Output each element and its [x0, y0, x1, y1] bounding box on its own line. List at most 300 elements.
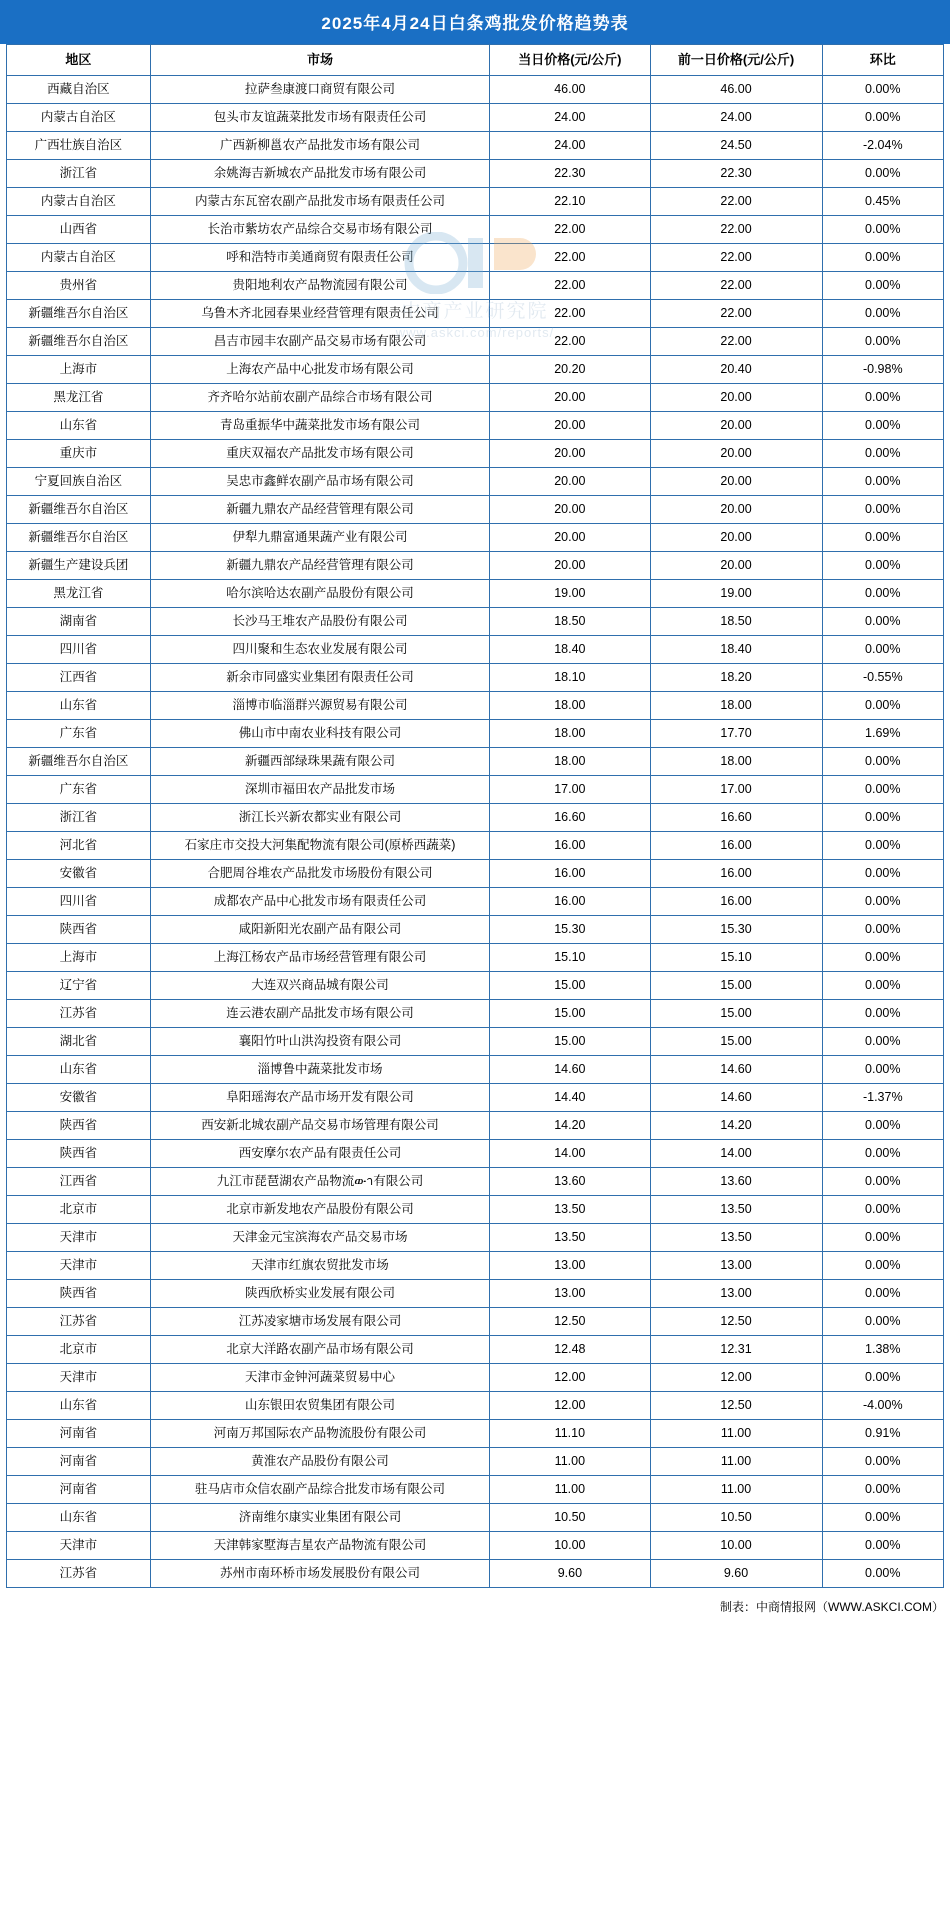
cell-market: 贵阳地利农产品物流园有限公司 — [150, 272, 489, 300]
cell-market: 西安新北城农副产品交易市场管理有限公司 — [150, 1112, 489, 1140]
table-row — [7, 1252, 944, 1280]
cell-prev-price: 11.00 — [650, 1476, 822, 1504]
cell-prev-price: 18.00 — [650, 692, 822, 720]
table-row — [7, 916, 944, 944]
page-title: 2025年4月24日白条鸡批发价格趋势表 — [0, 0, 950, 44]
table-row — [7, 76, 944, 104]
cell-today-price: 46.00 — [490, 76, 650, 104]
cell-change: 0.00% — [822, 384, 943, 412]
cell-region: 新疆维吾尔自治区 — [7, 524, 151, 552]
cell-market: 哈尔滨哈达农副产品股份有限公司 — [150, 580, 489, 608]
cell-prev-price: 18.00 — [650, 748, 822, 776]
cell-today-price: 22.00 — [490, 216, 650, 244]
cell-prev-price: 12.00 — [650, 1364, 822, 1392]
cell-prev-price: 18.20 — [650, 664, 822, 692]
cell-change: 0.00% — [822, 692, 943, 720]
cell-change: 0.00% — [822, 440, 943, 468]
cell-today-price: 12.50 — [490, 1308, 650, 1336]
cell-prev-price: 14.60 — [650, 1084, 822, 1112]
cell-region: 山西省 — [7, 216, 151, 244]
cell-prev-price: 12.50 — [650, 1308, 822, 1336]
cell-change: -0.55% — [822, 664, 943, 692]
cell-region: 浙江省 — [7, 804, 151, 832]
table-row — [7, 1168, 944, 1196]
cell-market: 河南万邦国际农产品物流股份有限公司 — [150, 1420, 489, 1448]
cell-region: 上海市 — [7, 944, 151, 972]
cell-market: 佛山市中南农业科技有限公司 — [150, 720, 489, 748]
table-row — [7, 1000, 944, 1028]
cell-market: 四川聚和生态农业发展有限公司 — [150, 636, 489, 664]
cell-market: 长治市紫坊农产品综合交易市场有限公司 — [150, 216, 489, 244]
table-row — [7, 244, 944, 272]
cell-market: 内蒙古东瓦窑农副产品批发市场有限责任公司 — [150, 188, 489, 216]
cell-prev-price: 17.70 — [650, 720, 822, 748]
cell-today-price: 20.00 — [490, 552, 650, 580]
cell-today-price: 22.00 — [490, 272, 650, 300]
cell-change: 0.00% — [822, 1252, 943, 1280]
cell-market: 吴忠市鑫鲜农副产品市场有限公司 — [150, 468, 489, 496]
cell-prev-price: 20.40 — [650, 356, 822, 384]
cell-change: 0.00% — [822, 328, 943, 356]
cell-change: 0.00% — [822, 1364, 943, 1392]
cell-today-price: 13.50 — [490, 1196, 650, 1224]
table-row — [7, 776, 944, 804]
cell-today-price: 14.20 — [490, 1112, 650, 1140]
cell-today-price: 20.00 — [490, 468, 650, 496]
table-row — [7, 1420, 944, 1448]
cell-region: 北京市 — [7, 1336, 151, 1364]
cell-prev-price: 15.30 — [650, 916, 822, 944]
table-row — [7, 552, 944, 580]
cell-market: 新余市同盛实业集团有限责任公司 — [150, 664, 489, 692]
cell-today-price: 11.00 — [490, 1476, 650, 1504]
table-row — [7, 496, 944, 524]
table-row — [7, 1112, 944, 1140]
cell-market: 济南维尔康实业集团有限公司 — [150, 1504, 489, 1532]
table-row — [7, 944, 944, 972]
cell-market: 西安摩尔农产品有限责任公司 — [150, 1140, 489, 1168]
cell-prev-price: 22.00 — [650, 244, 822, 272]
cell-region: 四川省 — [7, 636, 151, 664]
cell-region: 宁夏回族自治区 — [7, 468, 151, 496]
cell-change: 0.00% — [822, 916, 943, 944]
cell-prev-price: 15.00 — [650, 1028, 822, 1056]
table-row — [7, 1196, 944, 1224]
cell-region: 河北省 — [7, 832, 151, 860]
cell-prev-price: 15.10 — [650, 944, 822, 972]
cell-change: 0.00% — [822, 1112, 943, 1140]
cell-prev-price: 20.00 — [650, 552, 822, 580]
cell-change: -1.37% — [822, 1084, 943, 1112]
price-table — [6, 44, 944, 1588]
cell-region: 山东省 — [7, 692, 151, 720]
cell-market: 陕西欣桥实业发展有限公司 — [150, 1280, 489, 1308]
cell-market: 山东银田农贸集团有限公司 — [150, 1392, 489, 1420]
cell-prev-price: 15.00 — [650, 972, 822, 1000]
cell-prev-price: 13.00 — [650, 1252, 822, 1280]
cell-today-price: 20.00 — [490, 496, 650, 524]
cell-prev-price: 11.00 — [650, 1420, 822, 1448]
cell-region: 河南省 — [7, 1448, 151, 1476]
cell-region: 河南省 — [7, 1476, 151, 1504]
cell-region: 西藏自治区 — [7, 76, 151, 104]
cell-region: 天津市 — [7, 1252, 151, 1280]
cell-today-price: 20.00 — [490, 524, 650, 552]
cell-change: -4.00% — [822, 1392, 943, 1420]
cell-region: 黑龙江省 — [7, 580, 151, 608]
cell-prev-price: 20.00 — [650, 412, 822, 440]
column-header-market: 市场 — [150, 45, 489, 76]
table-row — [7, 104, 944, 132]
cell-change: 0.00% — [822, 524, 943, 552]
cell-prev-price: 14.60 — [650, 1056, 822, 1084]
cell-market: 伊犁九鼎富通果蔬产业有限公司 — [150, 524, 489, 552]
cell-today-price: 11.00 — [490, 1448, 650, 1476]
cell-market: 拉萨叁康渡口商贸有限公司 — [150, 76, 489, 104]
cell-market: 天津金元宝滨海农产品交易市场 — [150, 1224, 489, 1252]
cell-today-price: 15.00 — [490, 1000, 650, 1028]
cell-today-price: 16.00 — [490, 832, 650, 860]
cell-region: 广东省 — [7, 720, 151, 748]
cell-today-price: 17.00 — [490, 776, 650, 804]
table-row — [7, 1336, 944, 1364]
cell-market: 新疆九鼎农产品经营管理有限公司 — [150, 552, 489, 580]
cell-today-price: 13.60 — [490, 1168, 650, 1196]
cell-today-price: 22.10 — [490, 188, 650, 216]
cell-market: 新疆九鼎农产品经营管理有限公司 — [150, 496, 489, 524]
cell-region: 天津市 — [7, 1224, 151, 1252]
cell-region: 陕西省 — [7, 1280, 151, 1308]
cell-region: 四川省 — [7, 888, 151, 916]
cell-region: 山东省 — [7, 1504, 151, 1532]
cell-market: 天津韩家墅海吉星农产品物流有限公司 — [150, 1532, 489, 1560]
cell-market: 淄博鲁中蔬菜批发市场 — [150, 1056, 489, 1084]
cell-prev-price: 20.00 — [650, 496, 822, 524]
cell-market: 深圳市福田农产品批发市场 — [150, 776, 489, 804]
table-row — [7, 1532, 944, 1560]
cell-prev-price: 22.00 — [650, 188, 822, 216]
watermark-line2: www.askci.com/reports/ — [395, 325, 555, 340]
cell-change: 0.00% — [822, 1476, 943, 1504]
cell-market: 乌鲁木齐北园春果业经营管理有限责任公司 — [150, 300, 489, 328]
table-row — [7, 1140, 944, 1168]
cell-region: 新疆维吾尔自治区 — [7, 328, 151, 356]
table-row — [7, 1448, 944, 1476]
cell-change: 0.00% — [822, 1000, 943, 1028]
table-header-row — [7, 45, 944, 76]
cell-today-price: 12.00 — [490, 1392, 650, 1420]
cell-prev-price: 18.50 — [650, 608, 822, 636]
cell-change: 0.00% — [822, 412, 943, 440]
cell-today-price: 18.50 — [490, 608, 650, 636]
cell-today-price: 18.00 — [490, 748, 650, 776]
cell-today-price: 15.10 — [490, 944, 650, 972]
cell-change: 0.91% — [822, 1420, 943, 1448]
cell-change: 0.00% — [822, 216, 943, 244]
table-row — [7, 1028, 944, 1056]
cell-market: 咸阳新阳光农副产品有限公司 — [150, 916, 489, 944]
table-row — [7, 132, 944, 160]
cell-region: 山东省 — [7, 1056, 151, 1084]
cell-region: 江苏省 — [7, 1000, 151, 1028]
cell-market: 包头市友谊蔬菜批发市场有限责任公司 — [150, 104, 489, 132]
cell-market: 苏州市南环桥市场发展股份有限公司 — [150, 1560, 489, 1588]
cell-change: 0.00% — [822, 1140, 943, 1168]
cell-change: 1.38% — [822, 1336, 943, 1364]
cell-today-price: 18.00 — [490, 720, 650, 748]
cell-region: 江西省 — [7, 1168, 151, 1196]
cell-change: 0.00% — [822, 1056, 943, 1084]
cell-market: 淄博市临淄群兴源贸易有限公司 — [150, 692, 489, 720]
cell-prev-price: 16.60 — [650, 804, 822, 832]
cell-today-price: 12.48 — [490, 1336, 650, 1364]
cell-region: 贵州省 — [7, 272, 151, 300]
cell-market: 江苏凌家塘市场发展有限公司 — [150, 1308, 489, 1336]
cell-change: 0.00% — [822, 860, 943, 888]
cell-market: 襄阳竹叶山洪沟投资有限公司 — [150, 1028, 489, 1056]
cell-today-price: 18.00 — [490, 692, 650, 720]
cell-market: 成都农产品中心批发市场有限责任公司 — [150, 888, 489, 916]
cell-region: 河南省 — [7, 1420, 151, 1448]
cell-prev-price: 18.40 — [650, 636, 822, 664]
cell-prev-price: 24.00 — [650, 104, 822, 132]
cell-market: 浙江长兴新农都实业有限公司 — [150, 804, 489, 832]
table-row — [7, 748, 944, 776]
table-row — [7, 692, 944, 720]
table-row — [7, 524, 944, 552]
cell-prev-price: 14.00 — [650, 1140, 822, 1168]
cell-today-price: 20.20 — [490, 356, 650, 384]
cell-today-price: 18.10 — [490, 664, 650, 692]
cell-region: 安徽省 — [7, 860, 151, 888]
cell-region: 陕西省 — [7, 916, 151, 944]
cell-prev-price: 10.00 — [650, 1532, 822, 1560]
cell-region: 天津市 — [7, 1532, 151, 1560]
cell-change: 0.00% — [822, 1532, 943, 1560]
cell-prev-price: 22.00 — [650, 272, 822, 300]
cell-prev-price: 13.50 — [650, 1224, 822, 1252]
cell-change: 0.00% — [822, 1560, 943, 1588]
table-row — [7, 608, 944, 636]
cell-change: 0.00% — [822, 1308, 943, 1336]
cell-market: 石家庄市交投大河集配物流有限公司(原桥西蔬菜) — [150, 832, 489, 860]
cell-market: 齐齐哈尔站前农副产品综合市场有限公司 — [150, 384, 489, 412]
cell-change: 0.00% — [822, 496, 943, 524]
cell-today-price: 24.00 — [490, 104, 650, 132]
column-header-today-price: 当日价格(元/公斤) — [490, 45, 650, 76]
cell-region: 湖南省 — [7, 608, 151, 636]
table-row — [7, 440, 944, 468]
table-row — [7, 972, 944, 1000]
cell-today-price: 14.60 — [490, 1056, 650, 1084]
cell-today-price: 18.40 — [490, 636, 650, 664]
cell-region: 新疆维吾尔自治区 — [7, 300, 151, 328]
cell-today-price: 13.00 — [490, 1280, 650, 1308]
cell-prev-price: 22.00 — [650, 328, 822, 356]
cell-change: 0.00% — [822, 888, 943, 916]
table-row — [7, 860, 944, 888]
cell-prev-price: 9.60 — [650, 1560, 822, 1588]
table-row — [7, 384, 944, 412]
table-row — [7, 272, 944, 300]
cell-prev-price: 20.00 — [650, 524, 822, 552]
cell-prev-price: 22.00 — [650, 300, 822, 328]
table-body — [7, 76, 944, 1588]
cell-prev-price: 19.00 — [650, 580, 822, 608]
cell-change: 0.00% — [822, 272, 943, 300]
cell-market: 驻马店市众信农副产品综合批发市场有限公司 — [150, 1476, 489, 1504]
cell-change: 0.00% — [822, 972, 943, 1000]
cell-today-price: 16.60 — [490, 804, 650, 832]
cell-market: 合肥周谷堆农产品批发市场股份有限公司 — [150, 860, 489, 888]
cell-change: 0.00% — [822, 1028, 943, 1056]
cell-market: 青岛重振华中蔬菜批发市场有限公司 — [150, 412, 489, 440]
table-row — [7, 188, 944, 216]
cell-today-price: 15.30 — [490, 916, 650, 944]
cell-change: 0.00% — [822, 1196, 943, 1224]
table-row — [7, 804, 944, 832]
cell-prev-price: 20.00 — [650, 440, 822, 468]
cell-region: 新疆维吾尔自治区 — [7, 748, 151, 776]
cell-change: 0.00% — [822, 1280, 943, 1308]
cell-today-price: 19.00 — [490, 580, 650, 608]
cell-market: 重庆双福农产品批发市场有限公司 — [150, 440, 489, 468]
cell-market: 大连双兴商品城有限公司 — [150, 972, 489, 1000]
cell-region: 江苏省 — [7, 1560, 151, 1588]
cell-prev-price: 16.00 — [650, 860, 822, 888]
cell-prev-price: 12.31 — [650, 1336, 822, 1364]
cell-region: 湖北省 — [7, 1028, 151, 1056]
cell-market: 北京市新发地农产品股份有限公司 — [150, 1196, 489, 1224]
table-row — [7, 1504, 944, 1532]
cell-region: 黑龙江省 — [7, 384, 151, 412]
cell-today-price: 22.30 — [490, 160, 650, 188]
cell-change: 0.00% — [822, 1224, 943, 1252]
column-header-region: 地区 — [7, 45, 151, 76]
table-row — [7, 1056, 944, 1084]
cell-region: 内蒙古自治区 — [7, 188, 151, 216]
cell-today-price: 10.00 — [490, 1532, 650, 1560]
cell-today-price: 9.60 — [490, 1560, 650, 1588]
cell-prev-price: 12.50 — [650, 1392, 822, 1420]
cell-today-price: 13.00 — [490, 1252, 650, 1280]
column-header-prev-price: 前一日价格(元/公斤) — [650, 45, 822, 76]
cell-change: 0.00% — [822, 104, 943, 132]
cell-region: 辽宁省 — [7, 972, 151, 1000]
cell-region: 山东省 — [7, 1392, 151, 1420]
table-row — [7, 1084, 944, 1112]
cell-market: 上海农产品中心批发市场有限公司 — [150, 356, 489, 384]
cell-market: 连云港农副产品批发市场有限公司 — [150, 1000, 489, 1028]
table-row — [7, 1224, 944, 1252]
table-row — [7, 1308, 944, 1336]
table-row — [7, 1280, 944, 1308]
table-row — [7, 328, 944, 356]
column-header-change: 环比 — [822, 45, 943, 76]
cell-change: -2.04% — [822, 132, 943, 160]
cell-market: 天津市金钟河蔬菜贸易中心 — [150, 1364, 489, 1392]
cell-change: 0.00% — [822, 776, 943, 804]
cell-change: 0.00% — [822, 300, 943, 328]
cell-region: 重庆市 — [7, 440, 151, 468]
cell-region: 上海市 — [7, 356, 151, 384]
cell-today-price: 22.00 — [490, 300, 650, 328]
table-row — [7, 832, 944, 860]
cell-today-price: 24.00 — [490, 132, 650, 160]
table-row — [7, 664, 944, 692]
cell-change: 0.00% — [822, 748, 943, 776]
cell-prev-price: 17.00 — [650, 776, 822, 804]
cell-prev-price: 14.20 — [650, 1112, 822, 1140]
cell-region: 山东省 — [7, 412, 151, 440]
cell-market: 呼和浩特市美通商贸有限责任公司 — [150, 244, 489, 272]
cell-today-price: 22.00 — [490, 244, 650, 272]
cell-today-price: 16.00 — [490, 860, 650, 888]
cell-prev-price: 20.00 — [650, 468, 822, 496]
cell-change: 0.00% — [822, 76, 943, 104]
cell-prev-price: 16.00 — [650, 888, 822, 916]
cell-region: 新疆维吾尔自治区 — [7, 496, 151, 524]
cell-change: 0.00% — [822, 636, 943, 664]
cell-today-price: 20.00 — [490, 384, 650, 412]
cell-change: 0.00% — [822, 1448, 943, 1476]
cell-today-price: 15.00 — [490, 972, 650, 1000]
cell-region: 内蒙古自治区 — [7, 104, 151, 132]
table-row — [7, 1476, 944, 1504]
cell-market: 新疆西部绿珠果蔬有限公司 — [150, 748, 489, 776]
cell-market: 广西新柳邕农产品批发市场有限公司 — [150, 132, 489, 160]
cell-region: 浙江省 — [7, 160, 151, 188]
table-row — [7, 412, 944, 440]
cell-prev-price: 11.00 — [650, 1448, 822, 1476]
table-row — [7, 720, 944, 748]
cell-region: 陕西省 — [7, 1140, 151, 1168]
cell-market: 阜阳瑶海农产品市场开发有限公司 — [150, 1084, 489, 1112]
cell-change: 0.00% — [822, 244, 943, 272]
cell-region: 江苏省 — [7, 1308, 151, 1336]
cell-change: 0.00% — [822, 944, 943, 972]
footer-credit: 制表：中商情报网（WWW.ASKCI.COM） — [720, 1600, 944, 1614]
table-row — [7, 300, 944, 328]
cell-market: 黄淮农产品股份有限公司 — [150, 1448, 489, 1476]
cell-today-price: 14.40 — [490, 1084, 650, 1112]
table-row — [7, 216, 944, 244]
cell-market: 昌吉市园丰农副产品交易市场有限公司 — [150, 328, 489, 356]
cell-change: 0.00% — [822, 1168, 943, 1196]
cell-change: 0.45% — [822, 188, 943, 216]
cell-change: 0.00% — [822, 608, 943, 636]
cell-prev-price: 20.00 — [650, 384, 822, 412]
table-row — [7, 468, 944, 496]
cell-change: 0.00% — [822, 580, 943, 608]
cell-today-price: 13.50 — [490, 1224, 650, 1252]
cell-change: 0.00% — [822, 552, 943, 580]
cell-today-price: 22.00 — [490, 328, 650, 356]
cell-prev-price: 46.00 — [650, 76, 822, 104]
cell-prev-price: 13.60 — [650, 1168, 822, 1196]
cell-market: 长沙马王堆农产品股份有限公司 — [150, 608, 489, 636]
cell-today-price: 16.00 — [490, 888, 650, 916]
cell-market: 九江市琵琶湖农产品物流ውา有限公司 — [150, 1168, 489, 1196]
cell-region: 新疆生产建设兵团 — [7, 552, 151, 580]
table-row — [7, 356, 944, 384]
table-row — [7, 160, 944, 188]
table-row — [7, 1560, 944, 1588]
cell-prev-price: 15.00 — [650, 1000, 822, 1028]
table-row — [7, 1364, 944, 1392]
cell-prev-price: 22.30 — [650, 160, 822, 188]
cell-region: 北京市 — [7, 1196, 151, 1224]
